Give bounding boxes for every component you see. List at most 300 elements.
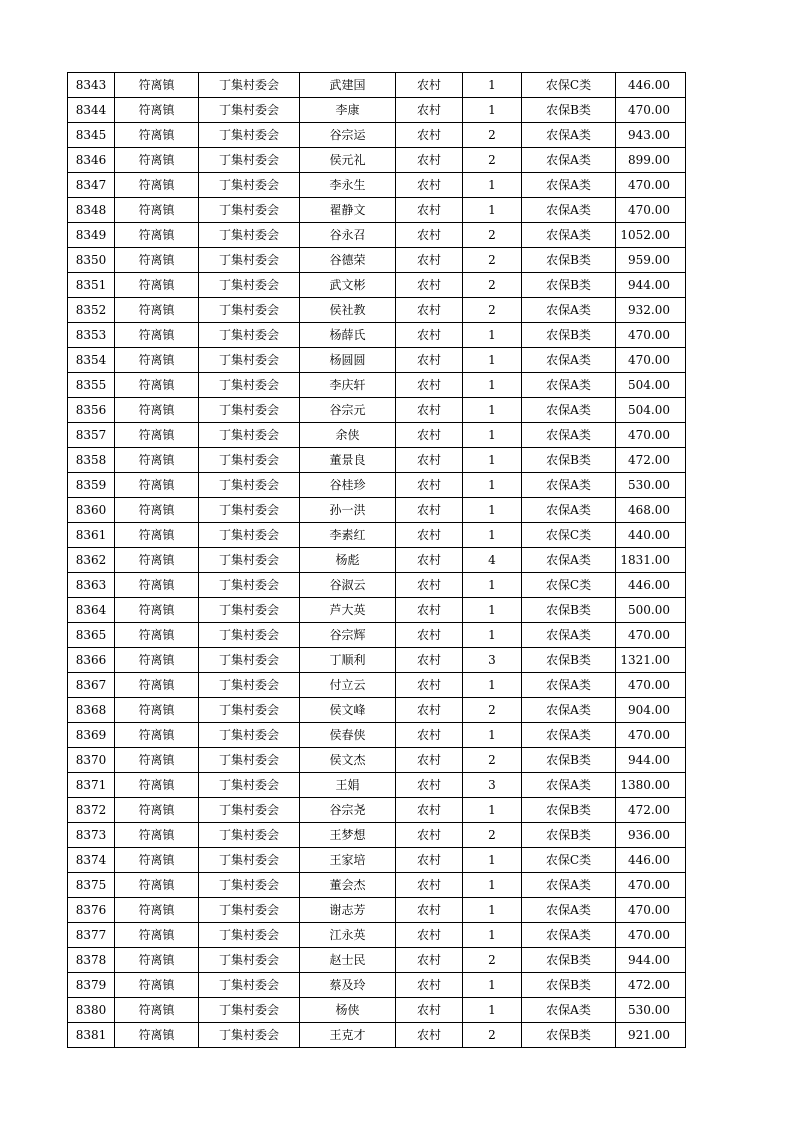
household-count-cell: 1 <box>463 373 522 398</box>
amount-cell: 470.00 <box>616 673 686 698</box>
town-cell: 符离镇 <box>115 398 199 423</box>
person-name-cell: 赵士民 <box>300 948 396 973</box>
table-row <box>68 98 686 123</box>
person-name-cell: 李康 <box>300 98 396 123</box>
amount-cell: 1380.00 <box>616 773 686 798</box>
person-name-cell: 芦大英 <box>300 598 396 623</box>
town-cell: 符离镇 <box>115 798 199 823</box>
town-cell: 符离镇 <box>115 73 199 98</box>
town-cell: 符离镇 <box>115 648 199 673</box>
row-number-cell: 8368 <box>68 698 115 723</box>
row-number-cell: 8379 <box>68 973 115 998</box>
person-name-cell: 谷宗元 <box>300 398 396 423</box>
amount-cell: 446.00 <box>616 573 686 598</box>
person-name-cell: 谷宗运 <box>300 123 396 148</box>
area-type-cell: 农村 <box>396 198 463 223</box>
village-committee-cell: 丁集村委会 <box>199 323 300 348</box>
table-row <box>68 623 686 648</box>
row-number-cell: 8353 <box>68 323 115 348</box>
row-number-cell: 8358 <box>68 448 115 473</box>
village-committee-cell: 丁集村委会 <box>199 473 300 498</box>
household-count-cell: 3 <box>463 648 522 673</box>
table-row <box>68 348 686 373</box>
row-number-cell: 8356 <box>68 398 115 423</box>
town-cell: 符离镇 <box>115 873 199 898</box>
table-row <box>68 373 686 398</box>
person-name-cell: 武文彬 <box>300 273 396 298</box>
table-row <box>68 498 686 523</box>
household-count-cell: 2 <box>463 273 522 298</box>
table-row <box>68 298 686 323</box>
household-count-cell: 1 <box>463 323 522 348</box>
table-row <box>68 948 686 973</box>
amount-cell: 468.00 <box>616 498 686 523</box>
town-cell: 符离镇 <box>115 273 199 298</box>
amount-cell: 904.00 <box>616 698 686 723</box>
insurance-category-cell: 农保A类 <box>522 223 616 248</box>
village-committee-cell: 丁集村委会 <box>199 248 300 273</box>
household-count-cell: 1 <box>463 348 522 373</box>
amount-cell: 1831.00 <box>616 548 686 573</box>
row-number-cell: 8370 <box>68 748 115 773</box>
insurance-category-cell: 农保A类 <box>522 673 616 698</box>
row-number-cell: 8360 <box>68 498 115 523</box>
area-type-cell: 农村 <box>396 698 463 723</box>
table-row <box>68 998 686 1023</box>
village-committee-cell: 丁集村委会 <box>199 598 300 623</box>
table-row <box>68 748 686 773</box>
household-count-cell: 1 <box>463 523 522 548</box>
table-row <box>68 1023 686 1048</box>
table-row <box>68 173 686 198</box>
village-committee-cell: 丁集村委会 <box>199 1023 300 1048</box>
table-row <box>68 673 686 698</box>
table-row <box>68 923 686 948</box>
village-committee-cell: 丁集村委会 <box>199 948 300 973</box>
amount-cell: 446.00 <box>616 848 686 873</box>
area-type-cell: 农村 <box>396 523 463 548</box>
row-number-cell: 8377 <box>68 923 115 948</box>
insurance-category-cell: 农保B类 <box>522 598 616 623</box>
area-type-cell: 农村 <box>396 848 463 873</box>
amount-cell: 944.00 <box>616 948 686 973</box>
town-cell: 符离镇 <box>115 473 199 498</box>
insurance-category-cell: 农保A类 <box>522 423 616 448</box>
area-type-cell: 农村 <box>396 473 463 498</box>
area-type-cell: 农村 <box>396 973 463 998</box>
village-committee-cell: 丁集村委会 <box>199 223 300 248</box>
person-name-cell: 侯社教 <box>300 298 396 323</box>
town-cell: 符离镇 <box>115 173 199 198</box>
person-name-cell: 谷宗尧 <box>300 798 396 823</box>
table-row <box>68 73 686 98</box>
person-name-cell: 王克才 <box>300 1023 396 1048</box>
person-name-cell: 谷淑云 <box>300 573 396 598</box>
village-committee-cell: 丁集村委会 <box>199 373 300 398</box>
person-name-cell: 余侠 <box>300 423 396 448</box>
insurance-category-cell: 农保A类 <box>522 898 616 923</box>
village-committee-cell: 丁集村委会 <box>199 848 300 873</box>
person-name-cell: 谷永召 <box>300 223 396 248</box>
household-count-cell: 1 <box>463 173 522 198</box>
row-number-cell: 8367 <box>68 673 115 698</box>
household-count-cell: 1 <box>463 398 522 423</box>
area-type-cell: 农村 <box>396 123 463 148</box>
household-count-cell: 2 <box>463 223 522 248</box>
town-cell: 符离镇 <box>115 973 199 998</box>
village-committee-cell: 丁集村委会 <box>199 173 300 198</box>
person-name-cell: 董会杰 <box>300 873 396 898</box>
village-committee-cell: 丁集村委会 <box>199 98 300 123</box>
insurance-category-cell: 农保C类 <box>522 573 616 598</box>
row-number-cell: 8347 <box>68 173 115 198</box>
insurance-category-cell: 农保A类 <box>522 348 616 373</box>
amount-cell: 470.00 <box>616 873 686 898</box>
village-committee-cell: 丁集村委会 <box>199 998 300 1023</box>
table-row <box>68 773 686 798</box>
table-row <box>68 548 686 573</box>
row-number-cell: 8372 <box>68 798 115 823</box>
row-number-cell: 8349 <box>68 223 115 248</box>
area-type-cell: 农村 <box>396 673 463 698</box>
village-committee-cell: 丁集村委会 <box>199 823 300 848</box>
insurance-category-cell: 农保B类 <box>522 248 616 273</box>
person-name-cell: 李永生 <box>300 173 396 198</box>
row-number-cell: 8376 <box>68 898 115 923</box>
amount-cell: 440.00 <box>616 523 686 548</box>
household-count-cell: 1 <box>463 798 522 823</box>
person-name-cell: 王家培 <box>300 848 396 873</box>
insurance-category-cell: 农保B类 <box>522 448 616 473</box>
village-committee-cell: 丁集村委会 <box>199 548 300 573</box>
table-row <box>68 223 686 248</box>
village-committee-cell: 丁集村委会 <box>199 698 300 723</box>
insurance-category-cell: 农保A类 <box>522 473 616 498</box>
household-count-cell: 2 <box>463 123 522 148</box>
insurance-category-cell: 农保A类 <box>522 148 616 173</box>
area-type-cell: 农村 <box>396 98 463 123</box>
area-type-cell: 农村 <box>396 73 463 98</box>
table-row <box>68 523 686 548</box>
area-type-cell: 农村 <box>396 748 463 773</box>
person-name-cell: 侯文杰 <box>300 748 396 773</box>
village-committee-cell: 丁集村委会 <box>199 873 300 898</box>
person-name-cell: 谷桂珍 <box>300 473 396 498</box>
area-type-cell: 农村 <box>396 373 463 398</box>
household-count-cell: 1 <box>463 498 522 523</box>
town-cell: 符离镇 <box>115 698 199 723</box>
town-cell: 符离镇 <box>115 998 199 1023</box>
table-row <box>68 873 686 898</box>
amount-cell: 470.00 <box>616 423 686 448</box>
town-cell: 符离镇 <box>115 98 199 123</box>
household-count-cell: 1 <box>463 73 522 98</box>
village-committee-cell: 丁集村委会 <box>199 648 300 673</box>
area-type-cell: 农村 <box>396 898 463 923</box>
household-count-cell: 2 <box>463 248 522 273</box>
town-cell: 符离镇 <box>115 423 199 448</box>
area-type-cell: 农村 <box>396 773 463 798</box>
area-type-cell: 农村 <box>396 573 463 598</box>
insurance-category-cell: 农保C类 <box>522 73 616 98</box>
person-name-cell: 侯春侠 <box>300 723 396 748</box>
town-cell: 符离镇 <box>115 548 199 573</box>
table-row <box>68 248 686 273</box>
table-row <box>68 848 686 873</box>
row-number-cell: 8373 <box>68 823 115 848</box>
village-committee-cell: 丁集村委会 <box>199 298 300 323</box>
row-number-cell: 8359 <box>68 473 115 498</box>
insurance-category-cell: 农保C类 <box>522 523 616 548</box>
table-row <box>68 598 686 623</box>
household-count-cell: 1 <box>463 198 522 223</box>
table-row <box>68 323 686 348</box>
area-type-cell: 农村 <box>396 323 463 348</box>
village-committee-cell: 丁集村委会 <box>199 723 300 748</box>
town-cell: 符离镇 <box>115 123 199 148</box>
area-type-cell: 农村 <box>396 498 463 523</box>
town-cell: 符离镇 <box>115 948 199 973</box>
row-number-cell: 8343 <box>68 73 115 98</box>
town-cell: 符离镇 <box>115 923 199 948</box>
table-row <box>68 573 686 598</box>
village-committee-cell: 丁集村委会 <box>199 198 300 223</box>
area-type-cell: 农村 <box>396 548 463 573</box>
village-committee-cell: 丁集村委会 <box>199 748 300 773</box>
table-row <box>68 148 686 173</box>
person-name-cell: 蔡及玲 <box>300 973 396 998</box>
area-type-cell: 农村 <box>396 298 463 323</box>
town-cell: 符离镇 <box>115 748 199 773</box>
household-count-cell: 2 <box>463 948 522 973</box>
insurance-category-cell: 农保A类 <box>522 123 616 148</box>
amount-cell: 530.00 <box>616 998 686 1023</box>
table-row <box>68 448 686 473</box>
table-row <box>68 423 686 448</box>
area-type-cell: 农村 <box>396 348 463 373</box>
area-type-cell: 农村 <box>396 1023 463 1048</box>
household-count-cell: 1 <box>463 623 522 648</box>
town-cell: 符离镇 <box>115 723 199 748</box>
table-row <box>68 698 686 723</box>
area-type-cell: 农村 <box>396 798 463 823</box>
row-number-cell: 8369 <box>68 723 115 748</box>
village-committee-cell: 丁集村委会 <box>199 898 300 923</box>
table-row <box>68 723 686 748</box>
amount-cell: 472.00 <box>616 973 686 998</box>
household-count-cell: 1 <box>463 573 522 598</box>
town-cell: 符离镇 <box>115 1023 199 1048</box>
village-committee-cell: 丁集村委会 <box>199 348 300 373</box>
row-number-cell: 8350 <box>68 248 115 273</box>
household-count-cell: 1 <box>463 898 522 923</box>
area-type-cell: 农村 <box>396 223 463 248</box>
village-committee-cell: 丁集村委会 <box>199 798 300 823</box>
amount-cell: 959.00 <box>616 248 686 273</box>
row-number-cell: 8351 <box>68 273 115 298</box>
insurance-category-cell: 农保B类 <box>522 273 616 298</box>
village-committee-cell: 丁集村委会 <box>199 973 300 998</box>
row-number-cell: 8366 <box>68 648 115 673</box>
insurance-category-cell: 农保C类 <box>522 848 616 873</box>
village-committee-cell: 丁集村委会 <box>199 523 300 548</box>
village-committee-cell: 丁集村委会 <box>199 448 300 473</box>
table-row <box>68 273 686 298</box>
row-number-cell: 8355 <box>68 373 115 398</box>
amount-cell: 470.00 <box>616 323 686 348</box>
row-number-cell: 8378 <box>68 948 115 973</box>
row-number-cell: 8362 <box>68 548 115 573</box>
household-count-cell: 1 <box>463 723 522 748</box>
amount-cell: 472.00 <box>616 448 686 473</box>
household-count-cell: 3 <box>463 773 522 798</box>
person-name-cell: 侯文峰 <box>300 698 396 723</box>
person-name-cell: 李庆轩 <box>300 373 396 398</box>
row-number-cell: 8374 <box>68 848 115 873</box>
insurance-category-cell: 农保A类 <box>522 698 616 723</box>
town-cell: 符离镇 <box>115 623 199 648</box>
amount-cell: 470.00 <box>616 98 686 123</box>
village-committee-cell: 丁集村委会 <box>199 923 300 948</box>
insurance-category-cell: 农保A类 <box>522 498 616 523</box>
town-cell: 符离镇 <box>115 573 199 598</box>
household-count-cell: 1 <box>463 923 522 948</box>
table-row <box>68 973 686 998</box>
row-number-cell: 8344 <box>68 98 115 123</box>
household-count-cell: 1 <box>463 848 522 873</box>
insurance-category-cell: 农保B类 <box>522 798 616 823</box>
insurance-category-cell: 农保A类 <box>522 173 616 198</box>
household-count-cell: 1 <box>463 873 522 898</box>
amount-cell: 470.00 <box>616 173 686 198</box>
household-count-cell: 1 <box>463 598 522 623</box>
town-cell: 符离镇 <box>115 198 199 223</box>
area-type-cell: 农村 <box>396 623 463 648</box>
town-cell: 符离镇 <box>115 223 199 248</box>
amount-cell: 472.00 <box>616 798 686 823</box>
household-count-cell: 2 <box>463 148 522 173</box>
row-number-cell: 8371 <box>68 773 115 798</box>
insurance-category-cell: 农保B类 <box>522 323 616 348</box>
insurance-category-cell: 农保A类 <box>522 623 616 648</box>
table-row <box>68 648 686 673</box>
area-type-cell: 农村 <box>396 923 463 948</box>
household-count-cell: 2 <box>463 698 522 723</box>
town-cell: 符离镇 <box>115 773 199 798</box>
insurance-category-cell: 农保B类 <box>522 1023 616 1048</box>
area-type-cell: 农村 <box>396 598 463 623</box>
insurance-category-cell: 农保A类 <box>522 998 616 1023</box>
person-name-cell: 付立云 <box>300 673 396 698</box>
person-name-cell: 侯元礼 <box>300 148 396 173</box>
amount-cell: 470.00 <box>616 923 686 948</box>
village-committee-cell: 丁集村委会 <box>199 573 300 598</box>
person-name-cell: 丁顺利 <box>300 648 396 673</box>
insurance-category-cell: 农保B类 <box>522 973 616 998</box>
amount-cell: 944.00 <box>616 273 686 298</box>
household-count-cell: 1 <box>463 98 522 123</box>
row-number-cell: 8354 <box>68 348 115 373</box>
insurance-category-cell: 农保B类 <box>522 648 616 673</box>
area-type-cell: 农村 <box>396 423 463 448</box>
insurance-category-cell: 农保A类 <box>522 548 616 573</box>
row-number-cell: 8357 <box>68 423 115 448</box>
area-type-cell: 农村 <box>396 273 463 298</box>
area-type-cell: 农村 <box>396 173 463 198</box>
town-cell: 符离镇 <box>115 448 199 473</box>
household-count-cell: 1 <box>463 973 522 998</box>
amount-cell: 921.00 <box>616 1023 686 1048</box>
household-count-cell: 1 <box>463 998 522 1023</box>
person-name-cell: 谢志芳 <box>300 898 396 923</box>
town-cell: 符离镇 <box>115 523 199 548</box>
amount-cell: 932.00 <box>616 298 686 323</box>
area-type-cell: 农村 <box>396 823 463 848</box>
town-cell: 符离镇 <box>115 823 199 848</box>
town-cell: 符离镇 <box>115 848 199 873</box>
insurance-category-cell: 农保B类 <box>522 948 616 973</box>
household-count-cell: 1 <box>463 448 522 473</box>
insurance-category-cell: 农保A类 <box>522 923 616 948</box>
amount-cell: 470.00 <box>616 198 686 223</box>
person-name-cell: 王梦想 <box>300 823 396 848</box>
amount-cell: 899.00 <box>616 148 686 173</box>
person-name-cell: 江永英 <box>300 923 396 948</box>
village-committee-cell: 丁集村委会 <box>199 773 300 798</box>
person-name-cell: 董景良 <box>300 448 396 473</box>
amount-cell: 530.00 <box>616 473 686 498</box>
table-body <box>68 73 686 1048</box>
table-row <box>68 123 686 148</box>
town-cell: 符离镇 <box>115 298 199 323</box>
household-count-cell: 2 <box>463 748 522 773</box>
row-number-cell: 8365 <box>68 623 115 648</box>
person-name-cell: 王娟 <box>300 773 396 798</box>
row-number-cell: 8363 <box>68 573 115 598</box>
town-cell: 符离镇 <box>115 348 199 373</box>
table-row <box>68 198 686 223</box>
area-type-cell: 农村 <box>396 648 463 673</box>
row-number-cell: 8352 <box>68 298 115 323</box>
row-number-cell: 8348 <box>68 198 115 223</box>
amount-cell: 470.00 <box>616 898 686 923</box>
insurance-category-cell: 农保A类 <box>522 723 616 748</box>
insurance-category-cell: 农保B类 <box>522 748 616 773</box>
town-cell: 符离镇 <box>115 323 199 348</box>
amount-cell: 943.00 <box>616 123 686 148</box>
amount-cell: 936.00 <box>616 823 686 848</box>
area-type-cell: 农村 <box>396 448 463 473</box>
household-count-cell: 2 <box>463 298 522 323</box>
person-name-cell: 杨侠 <box>300 998 396 1023</box>
village-committee-cell: 丁集村委会 <box>199 498 300 523</box>
area-type-cell: 农村 <box>396 248 463 273</box>
village-committee-cell: 丁集村委会 <box>199 673 300 698</box>
insurance-category-cell: 农保B类 <box>522 823 616 848</box>
table-row <box>68 473 686 498</box>
village-committee-cell: 丁集村委会 <box>199 398 300 423</box>
area-type-cell: 农村 <box>396 398 463 423</box>
household-count-cell: 1 <box>463 673 522 698</box>
insurance-category-cell: 农保A类 <box>522 373 616 398</box>
table-row <box>68 798 686 823</box>
amount-cell: 470.00 <box>616 348 686 373</box>
person-name-cell: 杨圆圆 <box>300 348 396 373</box>
household-count-cell: 1 <box>463 473 522 498</box>
benefit-table <box>67 72 686 1048</box>
amount-cell: 1321.00 <box>616 648 686 673</box>
table-row <box>68 898 686 923</box>
